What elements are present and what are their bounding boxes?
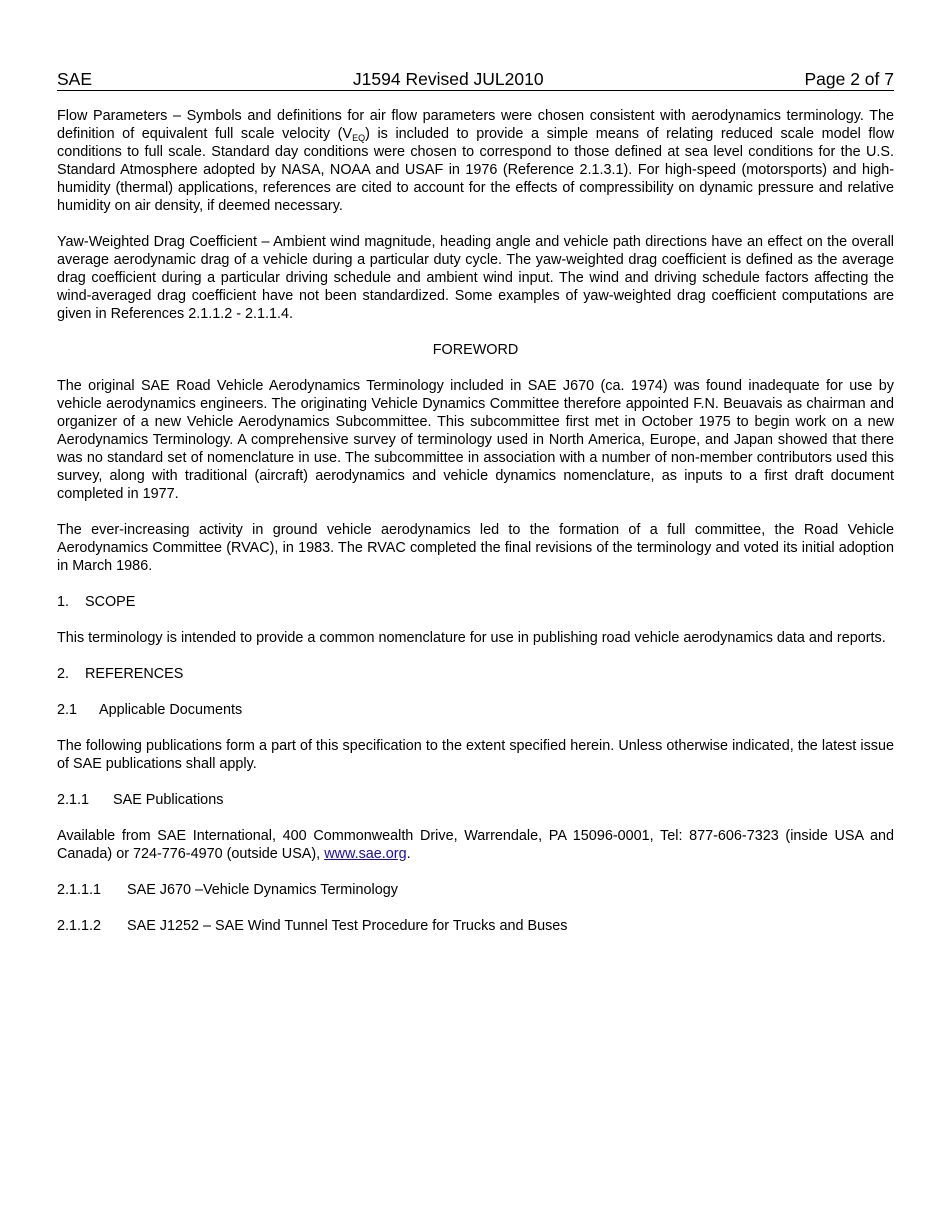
yaw-weighted-paragraph: Yaw-Weighted Drag Coefficient – Ambient wind magnitude, heading angle and vehicle path directions have an effect on the overall average aerodynamic drag of a vehicle during a particular duty cycle. The yaw-weighted drag coefficient is defined as the average drag coefficient during a particular driving schedule and ambient wind input. The wind and driving schedule factors affecting the wind-averaged drag coefficient have not been standardized. Some examples of yaw-weighted drag coefficient computations are given in References 2.1.1.2 - 2.1.1.4. xyxy=(57,234,894,322)
sae-website-link[interactable]: www.sae.org xyxy=(324,846,407,862)
page-header xyxy=(57,68,894,91)
header-org: SAE xyxy=(57,69,93,89)
scope-number: 1. xyxy=(57,594,70,610)
sae-publications-text: Available from SAE International, 400 Commonwealth Drive, Warrendale, PA 15096-0001, Tel: 877-606-7323 (inside USA and Canada) or 724-776-4970 (outside USA), xyxy=(57,828,894,862)
references-title: REFERENCES xyxy=(85,666,184,682)
applicable-documents-title: Applicable Documents xyxy=(99,702,243,718)
sae-publications-trailing: . xyxy=(406,846,411,862)
page-content xyxy=(57,107,894,935)
document-page xyxy=(57,68,894,953)
reference-item-number: 2.1.1.1 xyxy=(57,882,102,898)
foreword-heading: FOREWORD xyxy=(432,342,519,358)
sae-publications-paragraph xyxy=(57,827,894,863)
scope-title: SCOPE xyxy=(85,594,136,610)
reference-item-number: 2.1.1.2 xyxy=(57,918,102,934)
applicable-documents-paragraph: The following publications form a part of this specification to the extent specified herein. Unless otherwise indicated, the latest issue of SAE publications shall apply. xyxy=(57,738,894,772)
reference-item-title: SAE J1252 – SAE Wind Tunnel Test Procedure for Trucks and Buses xyxy=(127,918,568,934)
flow-parameters-text-1: Flow Parameters – Symbols and definitions for air flow parameters were chosen consistent with aerodynamics terminology. The definition of equivalent full scale velocity (V xyxy=(57,108,894,142)
sae-publications-title: SAE Publications xyxy=(113,792,224,808)
foreword-paragraph-2: The ever-increasing activity in ground vehicle aerodynamics led to the formation of a full committee, the Road Vehicle Aerodynamics Committee (RVAC), in 1983. The RVAC completed the final revisions of the terminology and voted its initial adoption in March 1986. xyxy=(57,522,894,574)
scope-heading xyxy=(57,593,894,611)
veq-subscript: EQ xyxy=(352,133,366,143)
header-document-id: J1594 Revised JUL2010 xyxy=(352,69,544,89)
flow-parameters-text-2: ) is included to provide a simple means of relating reduced scale model flow conditions to full scale. Standard day conditions were chosen to correspond to those defined at sea level conditions for the U.S. Standard Atmosphere adopted by NASA, NOAA and USAF in 1976 (Reference 2.1.3.1). For high-speed (motorsports) and high-humidity (thermal) applications, references are cited to account for the effects of compressibility on dynamic pressure and relative humidity on air density, if deemed necessary. xyxy=(57,126,894,214)
flow-parameters-paragraph xyxy=(57,107,894,215)
reference-item-title: SAE J670 –Vehicle Dynamics Terminology xyxy=(127,882,398,898)
reference-item xyxy=(57,881,894,899)
references-number: 2. xyxy=(57,666,70,682)
scope-paragraph: This terminology is intended to provide a common nomenclature for use in publishing road vehicle aerodynamics data and reports. xyxy=(57,630,886,646)
applicable-documents-number: 2.1 xyxy=(57,702,78,718)
sae-publications-heading xyxy=(57,791,894,809)
references-heading xyxy=(57,665,894,683)
reference-item xyxy=(57,917,894,935)
applicable-documents-heading xyxy=(57,701,894,719)
foreword-paragraph-1: The original SAE Road Vehicle Aerodynamics Terminology included in SAE J670 (ca. 1974) was found inadequate for use by vehicle aerodynamics engineers. The originating Vehicle Dynamics Committee therefore appointed F.N. Beuavais as chairman and organizer of a new Vehicle Aerodynamics Subcommittee. This subcommittee first met in October 1975 to begin work on a new Aerodynamics Terminology. A comprehensive survey of terminology used in North America, Europe, and Japan showed that there was no standard set of nomenclature in use. The subcommittee in association with a number of non-member contributors used this survey, along with traditional (aircraft) aerodynamics and vehicle dynamics nomenclature, as inputs to a first draft document completed in 1977. xyxy=(57,378,894,502)
sae-publications-number: 2.1.1 xyxy=(57,792,90,808)
header-page-number: Page 2 of 7 xyxy=(804,69,894,89)
